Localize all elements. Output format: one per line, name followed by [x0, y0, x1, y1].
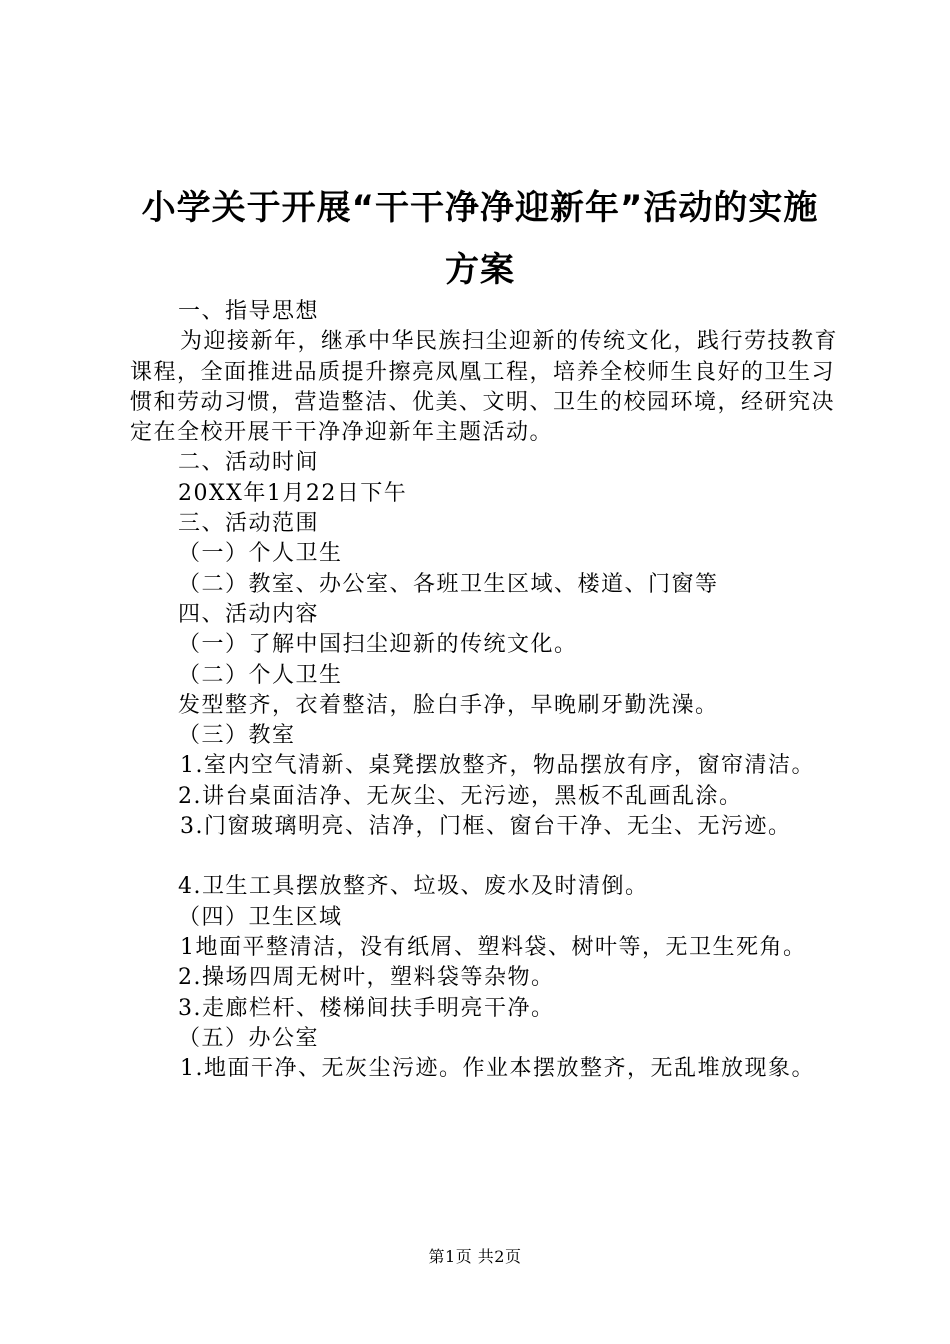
document-title-line1: 小学关于开展“干干净净迎新年”活动的实施	[141, 188, 819, 228]
classroom-item-3: 3.门窗玻璃明亮、洁净，门框、窗台干净、无尘、无污迹。	[180, 814, 792, 840]
hygiene-area-item-3: 3.走廊栏杆、楼梯间扶手明亮干净。	[178, 995, 555, 1021]
section-heading-guiding-thought: 一、指导思想	[178, 299, 320, 324]
document-title-line2: 方案	[445, 250, 515, 290]
classroom-item-4: 4.卫生工具摆放整齐、垃圾、废水及时清倒。	[178, 874, 649, 900]
paragraph-activity-time: 20XX年1月22日下午	[178, 480, 408, 506]
list-item-scope-1: （一）个人卫生	[178, 541, 343, 567]
classroom-item-1: 1.室内空气清新、桌凳摆放整齐，物品摆放有序，窗帘清洁。	[180, 753, 815, 779]
page-footer: 第1页 共2页	[428, 1247, 522, 1266]
section-heading-activity-content: 四、活动内容	[178, 601, 320, 627]
subheading-hygiene-area: （四）卫生区域	[178, 904, 343, 930]
blank-line	[130, 842, 850, 872]
list-item-content-1: （一）了解中国扫尘迎新的传统文化。	[178, 632, 578, 658]
subheading-office: （五）办公室	[178, 1025, 320, 1051]
hygiene-area-item-1: 1地面平整清洁，没有纸屑、塑料袋、树叶等，无卫生死角。	[180, 934, 807, 960]
paragraph-personal-hygiene: 发型整齐，衣着整洁，脸白手净，早晚刷牙勤洗澡。	[178, 692, 719, 718]
hygiene-area-item-2: 2.操场四周无树叶，塑料袋等杂物。	[178, 965, 555, 991]
subheading-personal-hygiene: （二）个人卫生	[178, 662, 343, 688]
classroom-item-2: 2.讲台桌面洁净、无灰尘、无污迹，黑板不乱画乱涂。	[178, 783, 743, 809]
document-body	[130, 297, 850, 1084]
paragraph-guiding-thought: 为迎接新年，继承中华民族扫尘迎新的传统文化，践行劳技教育课程，全面推进品质提升擦亮凤凰工程，培养全校师生良好的卫生习惯和劳动习惯，营造整洁、优美、文明、卫生的校园环境，经研究决定在全校开展干干净净迎新年主题活动。	[130, 329, 839, 446]
office-item-1: 1.地面干净、无灰尘污迹。作业本摆放整齐，无乱堆放现象。	[180, 1056, 815, 1082]
subheading-classroom: （三）教室	[178, 723, 296, 749]
list-item-scope-2: （二）教室、办公室、各班卫生区域、楼道、门窗等	[178, 571, 719, 597]
section-heading-activity-scope: 三、活动范围	[178, 511, 320, 537]
section-heading-activity-time: 二、活动时间	[178, 450, 320, 476]
